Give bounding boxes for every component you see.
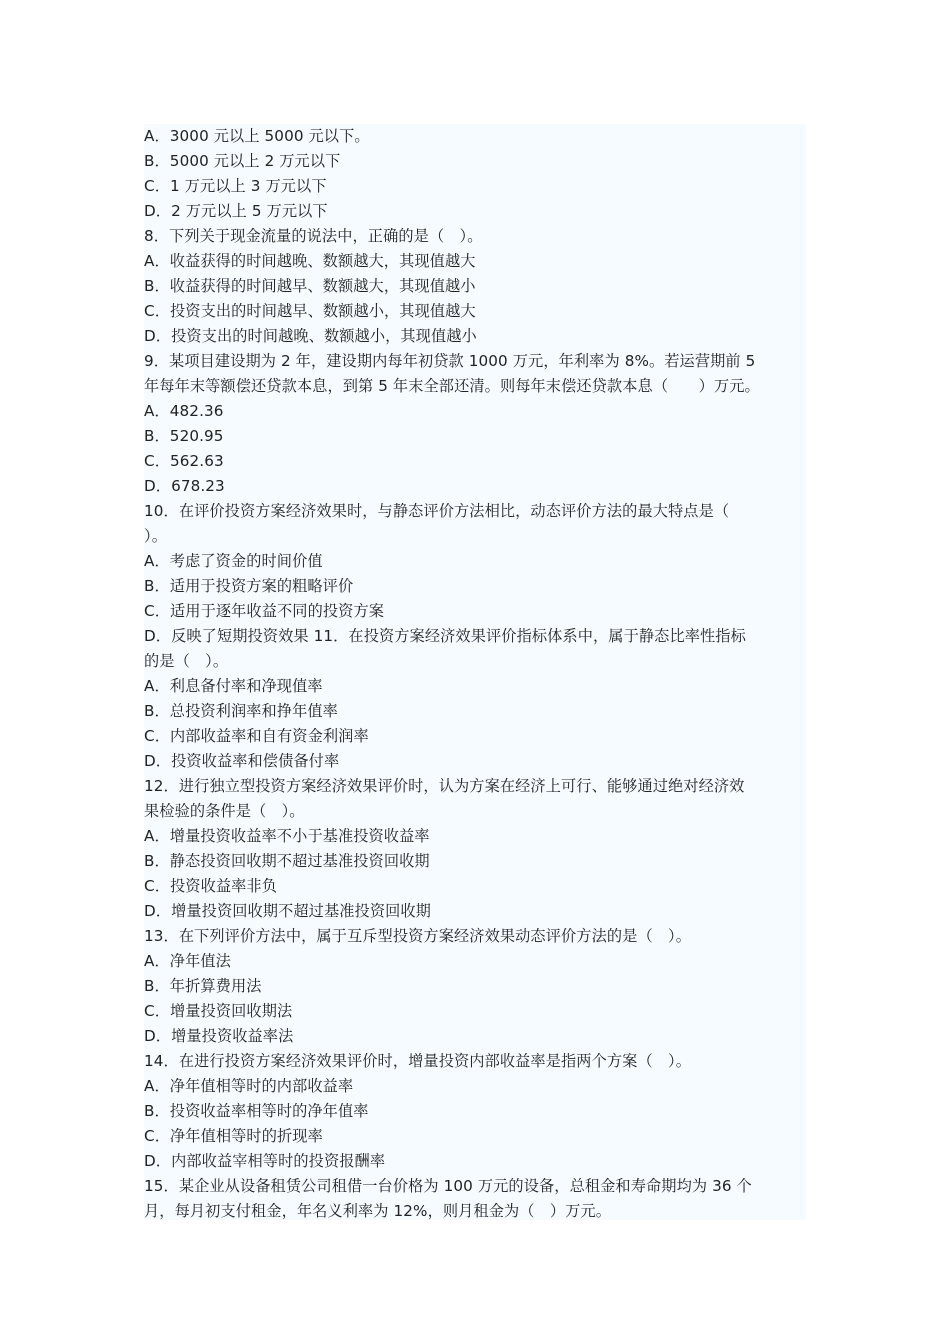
- text-line: B．收益获得的时间越早、数额越大，其现值越小: [144, 277, 476, 295]
- text-line: A．3000 元以上 5000 元以下。: [144, 127, 370, 145]
- question-8: 8．下列关于现金流量的说法中，正确的是（ ）。: [144, 227, 483, 245]
- question-10: 10．在评价投资方案经济效果时，与静态评价方法相比，动态评价方法的最大特点是（: [144, 502, 730, 520]
- text-line: D．内部收益宰相等时的投资报酬率: [144, 1152, 386, 1170]
- text-line: D．投资支出的时间越晚、数额越小，其现值越小: [144, 327, 477, 345]
- text-line: C．增量投资回收期法: [144, 1002, 293, 1020]
- text-line: C．内部收益率和自有资金利润率: [144, 727, 369, 745]
- question-9: 9．某项目建设期为 2 年，建设期内每年初贷款 1000 万元，年利率为 8%。若运营期前 5: [144, 352, 756, 370]
- text-line: B．适用于投资方案的粗略评价: [144, 577, 354, 595]
- text-line: ）。: [144, 527, 167, 545]
- text-line: C．投资收益率非负: [144, 877, 278, 895]
- text-line: 果检验的条件是（ ）。: [144, 802, 305, 820]
- text-line: D．增量投资回收期不超过基准投资回收期: [144, 902, 431, 920]
- text-line: 月，每月初支付租金，年名义利率为 12%，则月租金为（ ）万元。: [144, 1202, 612, 1220]
- text-line: C．投资支出的时间越早、数额越小，其现值越大: [144, 302, 476, 320]
- question-14: 14．在进行投资方案经济效果评价时，增量投资内部收益率是指两个方案（ ）。: [144, 1052, 691, 1070]
- text-line: C．1 万元以上 3 万元以下: [144, 177, 327, 195]
- text-line: D．投资收益率和偿债备付率: [144, 752, 340, 770]
- document-body: [144, 124, 806, 1220]
- text-line: D．增量投资收益率法: [144, 1027, 294, 1045]
- question-15: 15．某企业从设备租赁公司租借一台价格为 100 万元的设备，总租金和寿命期均为 36 个: [144, 1177, 752, 1195]
- text-line: A．考虑了资金的时间价值: [144, 552, 323, 570]
- question-12: 12．进行独立型投资方案经济效果评价时，认为方案在经济上可行、能够通过绝对经济效: [144, 777, 745, 795]
- text-line: C．562.63: [144, 452, 224, 470]
- text-line: B．静态投资回收期不超过基准投资回收期: [144, 852, 430, 870]
- text-line: A．净年值法: [144, 952, 231, 970]
- text-line: D．678.23: [144, 477, 225, 495]
- text-line: A．收益获得的时间越晚、数额越大，其现值越大: [144, 252, 476, 270]
- text-line: C．适用于逐年收益不同的投资方案: [144, 602, 385, 620]
- text-line: A．增量投资收益率不小于基准投资收益率: [144, 827, 430, 845]
- text-line: 的是（ ）。: [144, 652, 229, 670]
- text-line: B．520.95: [144, 427, 224, 445]
- text-line: B．5000 元以上 2 万元以下: [144, 152, 341, 170]
- text-line: A．482.36: [144, 402, 224, 420]
- text-line: B．年折算费用法: [144, 977, 262, 995]
- question-11: D．反映了短期投资效果 11．在投资方案经济效果评价指标体系中，属于静态比率性指标: [144, 627, 746, 645]
- text-line: B．投资收益率相等时的净年值率: [144, 1102, 369, 1120]
- text-line: A．利息备付率和净现值率: [144, 677, 323, 695]
- question-13: 13．在下列评价方法中，属于互斥型投资方案经济效果动态评价方法的是（ ）。: [144, 927, 691, 945]
- text-line: D．2 万元以上 5 万元以下: [144, 202, 328, 220]
- text-line: B．总投资利润率和挣年值率: [144, 702, 338, 720]
- text-line: A．净年值相等时的内部收益率: [144, 1077, 354, 1095]
- text-line: 年每年末等额偿还贷款本息，到第 5 年末全部还清。则每年末偿还贷款本息（ ）万元。: [144, 377, 760, 395]
- text-line: C．净年值相等时的折现率: [144, 1127, 323, 1145]
